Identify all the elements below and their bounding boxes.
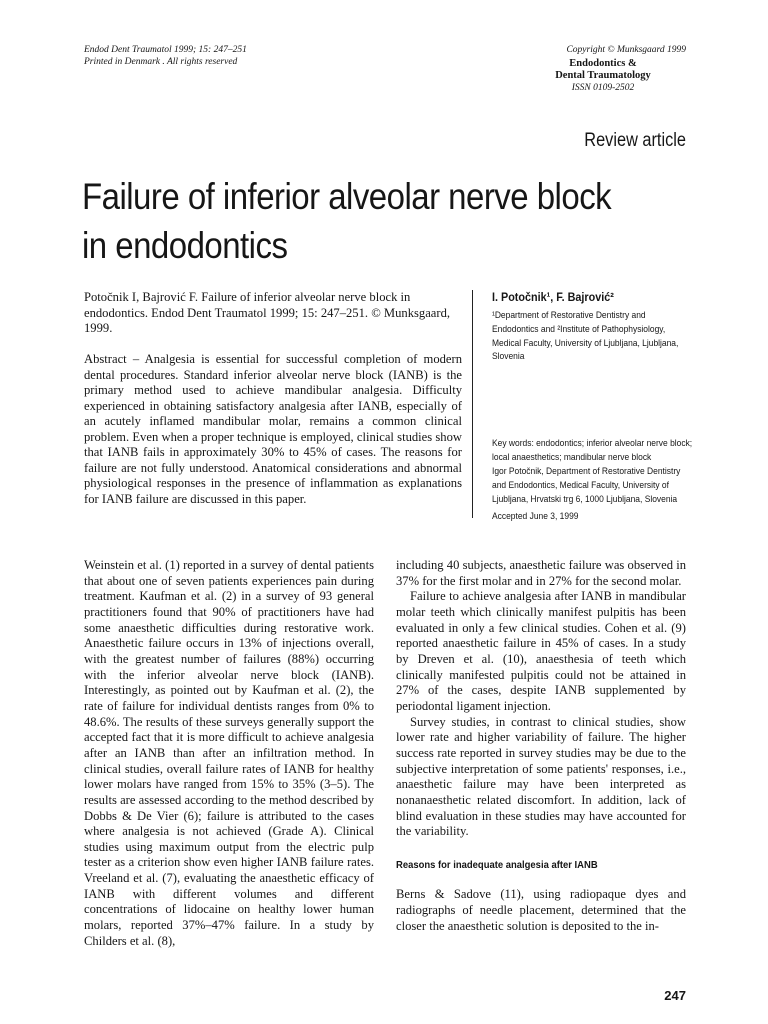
body-paragraph: Survey studies, in contrast to clinical studies, show lower rate and higher variability of failure. The higher success rate reported in survey studies may be due to the subjective interpretation of some patients' responses, i.e., anaesthetic failure may have been interpreted as nonanaesthetic related discomfort. In addition, lack of blind evaluation in these studies may have accounted for the variability. bbox=[396, 714, 686, 839]
body-paragraph: Weinstein et al. (1) reported in a survey of dental patients that about one of seven patients experiences pain during treatment. Kaufman et al. (2) in a survey of 93 general practitioners found that 90% of practitioners have had some anaesthetic difficulties during restorative work. Anaesthetic failure occurs in 13% of injections overall, with the greatest number of failures (88%) occurring with the inferior alveolar nerve block (IANB). Interestingly, as pointed out by Kaufman et al. (2), the rate of failure for individual dentists ranges from 0% to 48.6%. The results of these surveys generally support the accepted fact that it is more difficult to achieve analgesia after an IANB than after an infiltration method. In clinical studies, overall failure rates of IANB for healthy lower molars have ranged from 15% to 35% (3–5). The results are assessed according to the method described by Dobbs & De Vier (6); failure is attributed to the cases where analgesia is not achieved (Grade A). Clinical studies using maximum output from the electric pulp tester as a criterion show even higher IANB failure rates. Vreeland et al. (7), evaluating the anaesthetic efficacy of IANB with different volumes and different concentrations of lidocaine on healthy lower human molars, reported 37%–47% failure. In a study by Childers et al. (8), bbox=[84, 558, 374, 948]
copyright-line: Copyright © Munksgaard 1999 bbox=[566, 45, 686, 55]
keywords: Key words: endodontics; inferior alveolar nerve block; local anaesthetics; mandibular nerve block bbox=[492, 438, 693, 462]
body-paragraph: Failure to achieve analgesia after IANB in mandibular molar teeth which clinically manifest pulpitis has been evaluated in only a few clinical studies. Cohen et al. (9) reported anaesthetic failure in 45% of cases. In a study by Dreven et al. (10), anaesthesia of teeth which clinically manifested pulpitis could not be attained in 27% of the cases, despite IANB supplemented by periodontal ligament injection. bbox=[396, 589, 686, 713]
article-type: Review article bbox=[584, 130, 686, 151]
body-column-left bbox=[84, 558, 374, 949]
authors: I. Potočnik¹, F. Bajrović² bbox=[492, 290, 614, 304]
issn: ISSN 0109-2502 bbox=[571, 83, 635, 93]
body-paragraph: including 40 subjects, anaesthetic failure was observed in 37% for the first molar and in 27% for the second molar. bbox=[396, 558, 686, 588]
column-divider bbox=[472, 290, 473, 518]
accepted-date: Accepted June 3, 1999 bbox=[492, 511, 579, 521]
article-citation: Potočnik I, Bajrović F. Failure of inferior alveolar nerve block in endodontics. Endod Dent Traumatol 1999; 15: 247–251. © Munksgaard, 1999. bbox=[84, 290, 451, 335]
page-number: 247 bbox=[664, 988, 686, 1003]
printed-in-line: Printed in Denmark . All rights reserved bbox=[84, 57, 238, 67]
correspondence-address: Igor Potočnik, Department of Restorative Dentistry and Endodontics, Medical Faculty, University of Ljubljana, Hrvatski trg 6, 1000 Ljubljana, Slovenia bbox=[492, 466, 681, 504]
article-title: Failure of inferior alveolar nerve block in endodontics bbox=[82, 175, 612, 266]
journal-masthead bbox=[520, 44, 686, 94]
body-paragraph: Berns & Sadove (11), using radiopaque dyes and radiographs of needle placement, determined that the closer the anaesthetic solution is deposited to the in- bbox=[396, 887, 686, 933]
journal-name-line2: Dental Traumatology bbox=[555, 70, 651, 81]
abstract: Abstract – Analgesia is essential for successful completion of modern dental procedures. Standard inferior alveolar nerve block (IANB) is the primary method used to achieve mandibular analgesia. Difficulty experienced in obtaining satisfactory analgesia after IANB, especially of an acutely inflamed mandibular molar, remains a common clinical problem. Even when a proper technique is employed, clinical studies show that IANB fails in approximately 30% to 45% of cases. The reasons for failure are not fully understood. Anatomical considerations and abnormal physiological responses in the presence of inflammation as explanations for IANB failure are discussed in this paper. bbox=[84, 352, 462, 506]
journal-name-line1: Endodontics & bbox=[569, 58, 637, 69]
body-column-right bbox=[396, 558, 686, 934]
journal-citation-header bbox=[84, 44, 247, 68]
journal-issue-line: Endod Dent Traumatol 1999; 15: 247–251 bbox=[84, 45, 247, 55]
section-heading: Reasons for inadequate analgesia after IANB bbox=[396, 858, 598, 871]
affiliation: ¹Department of Restorative Dentistry and Endodontics and ²Institute of Pathophysiology, Medical Faculty, University of Ljubljana, Ljubljana, Slovenia bbox=[492, 310, 679, 362]
